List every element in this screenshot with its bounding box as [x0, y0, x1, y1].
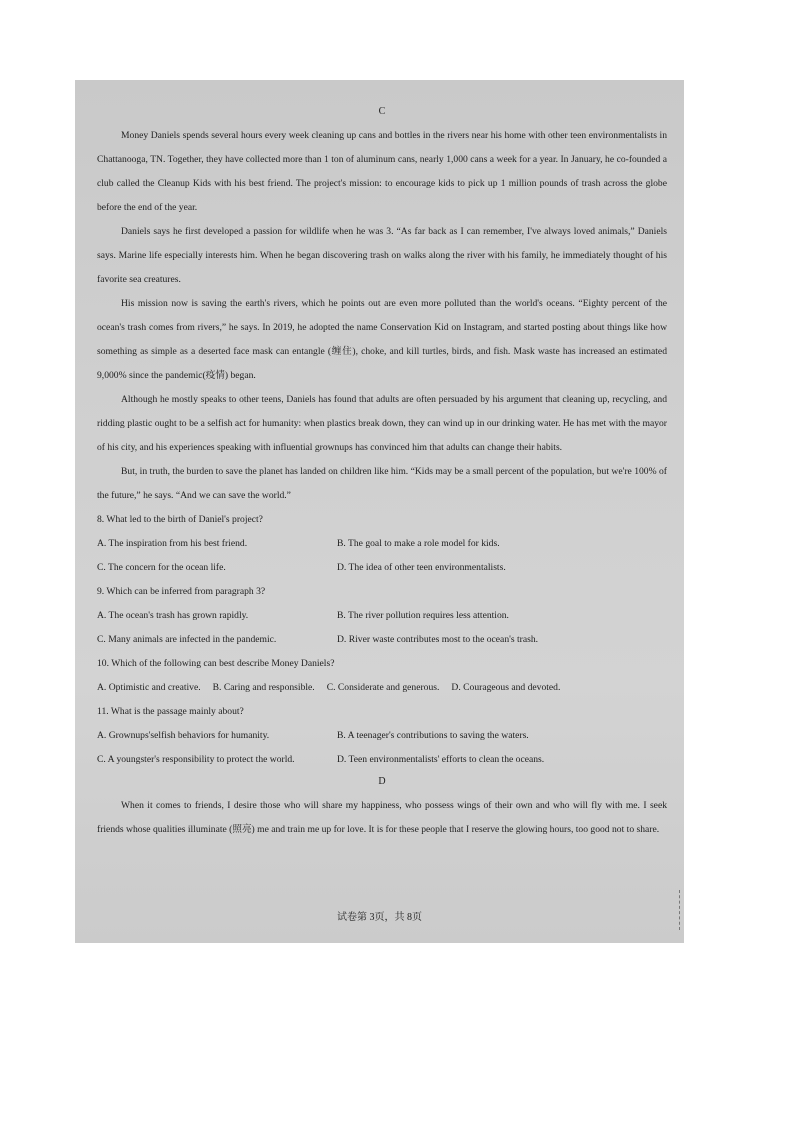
question-11-options: [97, 724, 667, 772]
passage-c-paragraph-2: Daniels says he first developed a passion for wildlife when he was 3. “As far back as I can remember, I've always loved animals,” Daniels says. Marine life especially interests him. When he began discovering trash on walks along the river with his family, he immediately thought of his favorite sea creatures.: [97, 226, 667, 285]
question-9-option-c: C. Many animals are infected in the pandemic.: [97, 634, 277, 645]
question-8-option-a: A. The inspiration from his best friend.: [97, 538, 248, 549]
question-11-option-d: D. Teen environmentalists' efforts to clean the oceans.: [337, 754, 545, 765]
question-11-option-b: B. A teenager's contributions to saving the waters.: [337, 730, 529, 741]
question-10-option-a: A. Optimistic and creative.: [97, 682, 201, 693]
question-10-option-c: C. Considerate and generous.: [326, 682, 440, 693]
question-8-option-c: C. The concern for the ocean life.: [97, 562, 226, 573]
question-8-options: [97, 532, 667, 580]
question-8-stem: 8. What led to the birth of Daniel's project?: [97, 514, 263, 525]
section-c-label: C: [378, 106, 386, 117]
question-9-stem: 9. Which can be inferred from paragraph 3?: [97, 586, 266, 597]
passage-c-paragraph-3: His mission now is saving the earth's rivers, which he points out are even more polluted than the world's oceans. “Eighty percent of the ocean's trash comes from rivers,” he says. In 2019, he adopted the name Conservation Kid on Instagram, and started posting about things like how something as simple as a deserted face mask can entangle (缠住), choke, and kill turtles, birds, and fish. Mask waste has increased an estimated 9,000% since the pandemic(疫情) began.: [97, 298, 667, 381]
question-8: [97, 508, 667, 580]
question-9-option-b: B. The river pollution requires less attention.: [337, 610, 509, 621]
question-10-options: [97, 676, 667, 700]
question-9: [97, 580, 667, 652]
question-9-option-a: A. The ocean's trash has grown rapidly.: [97, 610, 249, 621]
question-9-options: [97, 604, 667, 652]
question-11-option-a: A. Grownups'selfish behaviors for humanity.: [97, 730, 270, 741]
exam-content: [97, 102, 667, 842]
binding-edge-mark: [677, 890, 680, 930]
question-10-option-d: D. Courageous and devoted.: [451, 682, 561, 693]
question-11-stem: 11. What is the passage mainly about?: [97, 706, 244, 717]
question-10-stem: 10. Which of the following can best describe Money Daniels?: [97, 658, 335, 669]
scanned-exam-page: [75, 80, 684, 943]
question-10: [97, 652, 667, 700]
question-10-option-b: B. Caring and responsible.: [212, 682, 315, 693]
page-footer: 试卷第 3页，共 8页: [337, 912, 422, 923]
passage-c-paragraph-1: Money Daniels spends several hours every week cleaning up cans and bottles in the rivers near his home with other teen environmentalists in Chattanooga, TN. Together, they have collected more than 1 ton of aluminum cans, nearly 1,000 cans a week for a year. In January, he co-founded a club called the Cleanup Kids with his best friend. The project's mission: to encourage kids to pick up 1 million pounds of trash across the globe before the end of the year.: [97, 130, 667, 213]
passage-c-paragraph-5: But, in truth, the burden to save the planet has landed on children like him. “Kids may be a small percent of the population, but we're 100% of the future,” he says. “And we can save the world.”: [97, 466, 667, 501]
question-9-option-d: D. River waste contributes most to the ocean's trash.: [337, 634, 539, 645]
passage-c-paragraph-4: Although he mostly speaks to other teens, Daniels has found that adults are often persuaded by his argument that cleaning up, recycling, and ridding plastic ought to be a selfish act for humanity: when plastics break down, they can wind up in our drinking water. He has met with the mayor of his city, and his experiences speaking with influential grownups has convinced him that adults can change their habits.: [97, 394, 667, 453]
question-11: [97, 700, 667, 772]
passage-d-paragraph-1: When it comes to friends, I desire those who will share my happiness, who possess wings of their own and who will fly with me. I seek friends whose qualities illuminate (照亮) me and train me up for love. It is for these people that I reserve the glowing hours, too good not to share.: [97, 800, 667, 835]
section-d-label: D: [378, 776, 386, 787]
question-11-option-c: C. A youngster's responsibility to protect the world.: [97, 754, 295, 765]
question-8-option-b: B. The goal to make a role model for kids.: [337, 538, 500, 549]
question-8-option-d: D. The idea of other teen environmentalists.: [337, 562, 506, 573]
